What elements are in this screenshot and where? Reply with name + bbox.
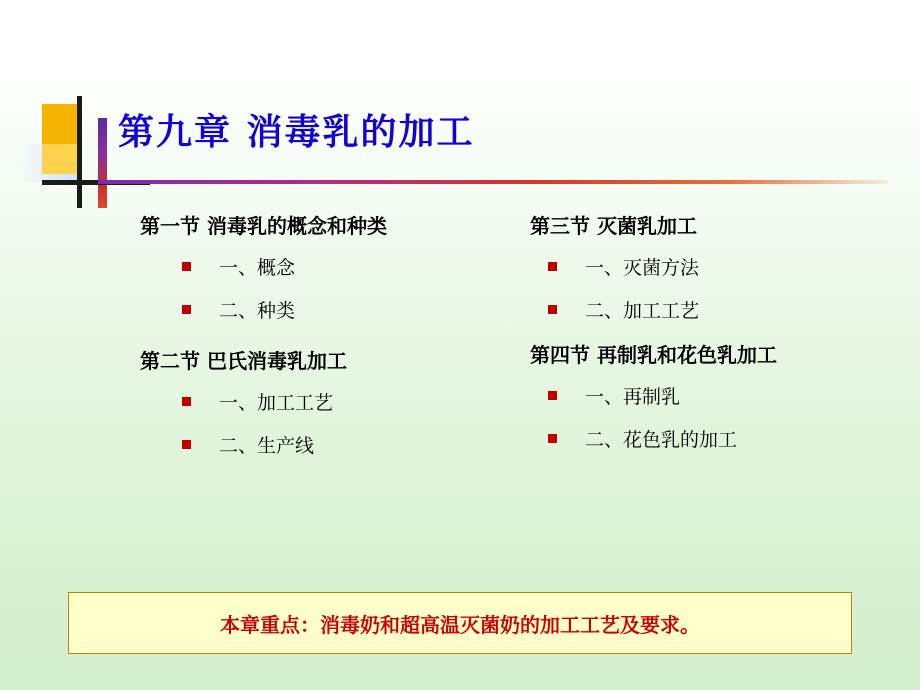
spacer — [490, 331, 890, 339]
right-column — [490, 210, 890, 460]
spacer — [120, 331, 490, 345]
list-item — [490, 374, 890, 417]
list-item — [120, 423, 490, 466]
square-bullet-icon — [182, 262, 191, 271]
square-bullet-icon — [548, 262, 557, 271]
title-underline-rule — [98, 180, 888, 184]
section-heading-3: 第三节 灭菌乳加工 — [530, 214, 697, 238]
square-bullet-icon — [548, 391, 557, 400]
page-title: 第九章 消毒乳的加工 — [118, 112, 475, 153]
content-columns — [0, 210, 920, 550]
orange-square — [42, 104, 78, 144]
list-item-label: 二、生产线 — [219, 436, 315, 457]
square-bullet-icon — [548, 305, 557, 314]
list-item — [490, 288, 890, 331]
list-item-label: 二、花色乳的加工 — [585, 430, 738, 451]
section-heading-2: 第二节 巴氏消毒乳加工 — [140, 349, 347, 373]
square-bullet-icon — [182, 440, 191, 449]
list-item — [120, 380, 490, 423]
list-item-label: 一、加工工艺 — [219, 393, 334, 414]
list-item — [490, 417, 890, 460]
black-vertical-bar — [77, 96, 82, 208]
left-column — [120, 210, 490, 466]
list-item-label: 一、概念 — [219, 258, 296, 279]
list-item — [120, 288, 490, 331]
list-item-label: 二、种类 — [219, 301, 296, 322]
square-bullet-icon — [182, 397, 191, 406]
list-item — [120, 245, 490, 288]
section-heading-4: 第四节 再制乳和花色乳加工 — [530, 343, 777, 367]
list-item-label: 一、再制乳 — [585, 387, 681, 408]
square-bullet-icon — [548, 434, 557, 443]
gradient-vertical-bar — [98, 118, 107, 208]
list-item-label: 一、灭菌方法 — [585, 258, 700, 279]
list-item-label: 二、加工工艺 — [585, 301, 700, 322]
yellow-square — [42, 144, 78, 174]
square-bullet-icon — [182, 305, 191, 314]
list-item — [490, 245, 890, 288]
section-heading-1: 第一节 消毒乳的概念和种类 — [140, 214, 387, 238]
key-points-text: 本章重点：消毒奶和超高温灭菌奶的加工工艺及要求。 — [220, 612, 700, 637]
key-points-box — [68, 592, 852, 654]
